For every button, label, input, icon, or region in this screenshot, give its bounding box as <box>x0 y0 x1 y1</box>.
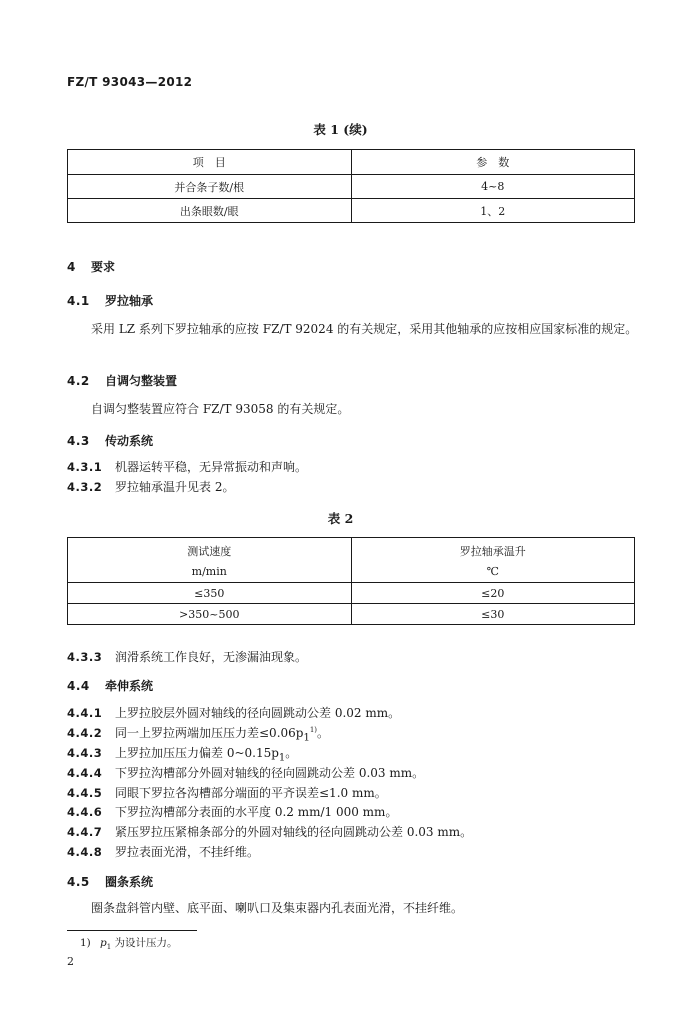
table-2 <box>67 537 635 625</box>
clause-text: 罗拉轴承温升见表 2。 <box>115 480 235 494</box>
clause-4-4-8 <box>67 843 259 860</box>
clause-text: 罗拉表面光滑，不挂纤维。 <box>115 845 260 859</box>
table-cell: 并合条子数/根 <box>68 175 352 199</box>
column-header: 项 目 <box>68 150 352 175</box>
subscript: 1 <box>278 752 286 764</box>
section-heading-4-5 <box>67 873 153 890</box>
clause-number: 4.3.1 <box>67 460 103 474</box>
clause-4-4-3 <box>67 744 297 763</box>
footnote <box>80 935 178 951</box>
table1-caption: 表 1 (续) <box>313 122 368 137</box>
section-title: 牵伸系统 <box>105 679 154 693</box>
subscript: 1 <box>303 732 310 744</box>
table-cell: ≤30 <box>351 604 635 625</box>
clause-text: 上罗拉胶层外圆对轴线的径向圆跳动公差 0.02 mm。 <box>115 706 401 720</box>
clause-number: 4.4.4 <box>67 766 103 780</box>
table-cell: 4~8 <box>351 175 635 199</box>
section-title: 圈条系统 <box>105 875 154 889</box>
footnote-symbol: p <box>100 937 107 949</box>
table-cell: 1、2 <box>351 199 635 223</box>
table-cell: >350~500 <box>68 604 352 625</box>
clause-text: 下罗拉沟槽部分表面的水平度 0.2 mm/1 000 mm。 <box>115 805 398 819</box>
section-title: 自调匀整装置 <box>105 374 178 388</box>
clause-text: 上罗拉加压压力偏差 0~0.15p <box>115 746 279 760</box>
clause-4-3-2 <box>67 478 234 495</box>
clause-number: 4.3.2 <box>67 480 103 494</box>
clause-text: 同一上罗拉两端加压压力差≤0.06p <box>115 726 304 740</box>
clause-4-4-6 <box>67 803 397 820</box>
section-heading-4 <box>67 258 115 275</box>
table-header-row <box>68 150 635 175</box>
table-cell: 出条眼数/眼 <box>68 199 352 223</box>
clause-4-4-7 <box>67 823 472 840</box>
clause-4-4-2 <box>67 724 329 743</box>
clause-number: 4.4.1 <box>67 706 103 720</box>
clause-text: 同眼下罗拉各沟槽部分端面的平齐误差≤1.0 mm。 <box>115 786 387 800</box>
clause-number: 4.4.5 <box>67 786 103 800</box>
section-number: 4.4 <box>67 679 90 693</box>
clause-text: 下罗拉沟槽部分外圆对轴线的径向圆跳动公差 0.03 mm。 <box>115 766 425 780</box>
table-1 <box>67 149 635 223</box>
column-header <box>351 538 635 583</box>
section-number: 4.2 <box>67 374 90 388</box>
standard-code: FZ/T 93043—2012 <box>67 75 193 89</box>
table2-caption: 表 2 <box>327 511 354 526</box>
table-cell: ≤20 <box>351 583 635 604</box>
section-title: 要求 <box>91 260 116 274</box>
paragraph-4-1: 采用 LZ 系列下罗拉轴承的应按 FZ/T 92024 的有关规定，采用其他轴承的应按相应国家标准的规定。 <box>91 322 638 336</box>
clause-text: 润滑系统工作良好，无渗漏油现象。 <box>115 650 308 664</box>
clause-4-4-1 <box>67 704 400 721</box>
section-title: 罗拉轴承 <box>105 294 154 308</box>
footnote-marker: 1) <box>80 937 91 949</box>
section-title: 传动系统 <box>105 434 154 448</box>
column-header <box>68 538 352 583</box>
clause-text: 紧压罗拉压紧棉条部分的外圆对轴线的径向圆跳动公差 0.03 mm。 <box>115 825 473 839</box>
section-number: 4.5 <box>67 875 90 889</box>
footnote-divider <box>67 930 197 931</box>
clause-number: 4.3.3 <box>67 650 103 664</box>
clause-text-end: 。 <box>317 726 330 740</box>
table-header-row <box>68 538 635 583</box>
header-line: 测试速度 <box>187 544 232 558</box>
clause-text-end: 。 <box>285 746 298 760</box>
footnote-subscript: 1 <box>106 943 112 952</box>
clause-number: 4.4.8 <box>67 845 103 859</box>
page-number: 2 <box>67 955 74 968</box>
table-row <box>68 175 635 199</box>
clause-number: 4.4.2 <box>67 726 103 740</box>
table-row <box>68 583 635 604</box>
section-number: 4.1 <box>67 294 90 308</box>
footnote-text: 为设计压力。 <box>114 937 178 949</box>
clause-4-3-1 <box>67 458 307 475</box>
clause-text: 机器运转平稳，无异常振动和声响。 <box>115 460 308 474</box>
header-unit: m/min <box>191 564 227 578</box>
table-row <box>68 604 635 625</box>
section-heading-4-4 <box>67 677 153 694</box>
table-cell: ≤350 <box>68 583 352 604</box>
paragraph-4-2: 自调匀整装置应符合 FZ/T 93058 的有关规定。 <box>91 402 350 416</box>
column-header: 参 数 <box>351 150 635 175</box>
paragraph-4-5: 圈条盘斜管内壁、底平面、喇叭口及集束器内孔表面光滑，不挂纤维。 <box>91 901 464 915</box>
table-row <box>68 199 635 223</box>
clause-4-4-5 <box>67 784 387 801</box>
clause-4-3-3 <box>67 648 307 665</box>
section-number: 4 <box>67 260 76 274</box>
header-line: 罗拉轴承温升 <box>459 544 526 558</box>
section-heading-4-3 <box>67 432 153 449</box>
clause-number: 4.4.6 <box>67 805 103 819</box>
section-heading-4-2 <box>67 372 177 389</box>
clause-number: 4.4.7 <box>67 825 103 839</box>
section-number: 4.3 <box>67 434 90 448</box>
clause-number: 4.4.3 <box>67 746 103 760</box>
section-heading-4-1 <box>67 292 153 309</box>
header-unit: ℃ <box>486 564 499 578</box>
footnote-ref: 1) <box>309 726 318 734</box>
clause-4-4-4 <box>67 764 424 781</box>
